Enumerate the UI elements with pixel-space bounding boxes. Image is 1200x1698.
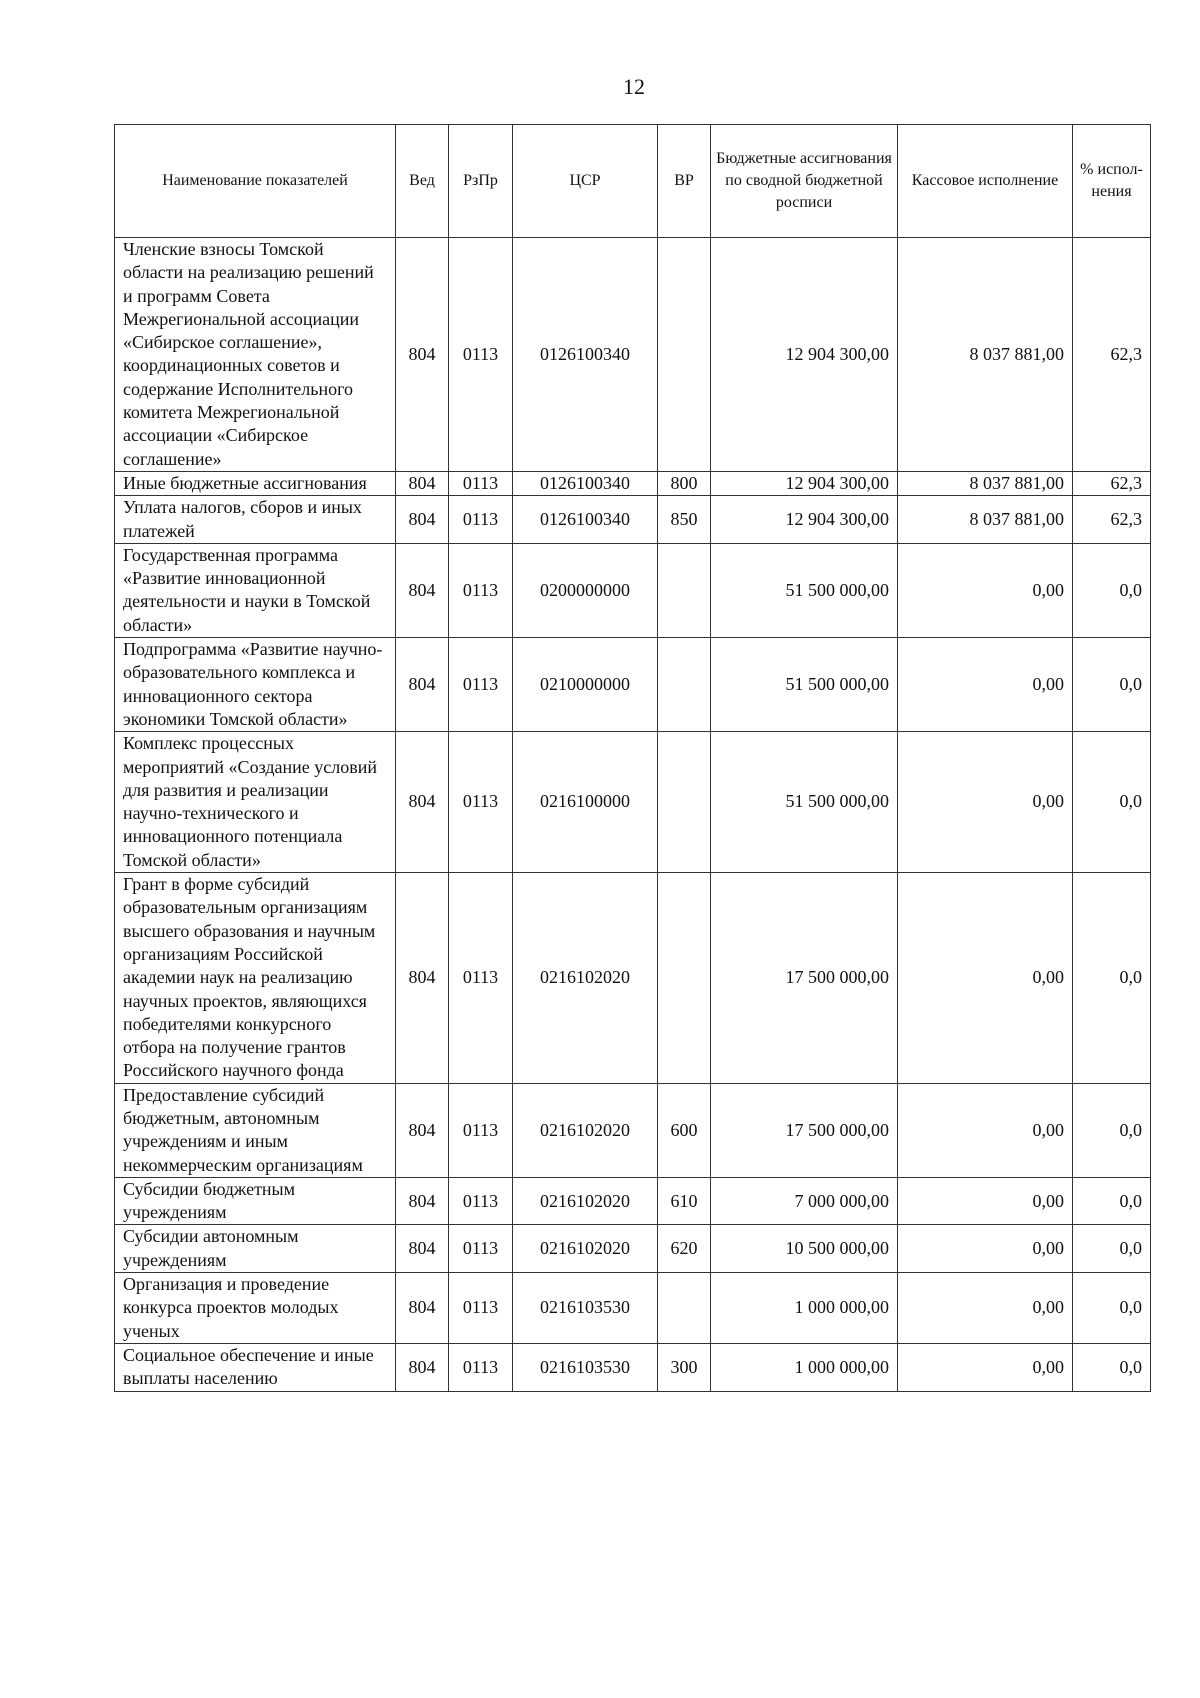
row-cash: 8 037 881,00 [898,496,1073,544]
row-percent: 0,0 [1073,1273,1151,1344]
row-budget: 17 500 000,00 [711,873,898,1084]
row-csr: 0216103530 [513,1273,658,1344]
table-row [115,1083,1151,1177]
table-row [115,1343,1151,1391]
row-rzpr: 0113 [449,638,513,732]
row-ved: 804 [396,543,449,637]
row-ved: 804 [396,1273,449,1344]
table-row [115,873,1151,1084]
row-csr: 0126100340 [513,496,658,544]
table-row [115,471,1151,495]
row-percent: 0,0 [1073,1083,1151,1177]
row-budget: 12 904 300,00 [711,238,898,472]
row-percent: 0,0 [1073,1343,1151,1391]
row-cash: 0,00 [898,543,1073,637]
row-budget: 51 500 000,00 [711,543,898,637]
row-cash: 0,00 [898,1177,1073,1225]
row-budget: 12 904 300,00 [711,471,898,495]
header-cash: Кассовое исполнение [898,125,1073,238]
row-vr: 600 [658,1083,711,1177]
row-ved: 804 [396,1177,449,1225]
row-vr [658,1273,711,1344]
header-budget: Бюджетные ассигнования по сводной бюджетной росписи [711,125,898,238]
row-ved: 804 [396,638,449,732]
row-percent: 0,0 [1073,732,1151,873]
row-rzpr: 0113 [449,873,513,1084]
row-vr [658,732,711,873]
row-vr [658,238,711,472]
row-cash: 0,00 [898,1225,1073,1273]
row-rzpr: 0113 [449,1083,513,1177]
header-name: Наименование показателей [115,125,396,238]
row-name: Социальное обеспечение и иные выплаты населению [115,1343,396,1391]
table-row [115,638,1151,732]
row-rzpr: 0113 [449,1273,513,1344]
row-cash: 0,00 [898,732,1073,873]
row-ved: 804 [396,1343,449,1391]
row-csr: 0216102020 [513,1177,658,1225]
table-row [115,1225,1151,1273]
row-rzpr: 0113 [449,1343,513,1391]
row-budget: 1 000 000,00 [711,1343,898,1391]
row-csr: 0210000000 [513,638,658,732]
row-vr: 300 [658,1343,711,1391]
row-name: Государственная программа «Развитие инновационной деятельности и науки в Томской области» [115,543,396,637]
row-name: Предоставление субсидий бюджетным, автономным учреждениям и иным некоммерческим организациям [115,1083,396,1177]
row-ved: 804 [396,732,449,873]
row-budget: 1 000 000,00 [711,1273,898,1344]
row-name: Подпрограмма «Развитие научно-образовательного комплекса и инновационного сектора экономики Томской области» [115,638,396,732]
row-ved: 804 [396,471,449,495]
row-rzpr: 0113 [449,732,513,873]
row-budget: 10 500 000,00 [711,1225,898,1273]
row-budget: 7 000 000,00 [711,1177,898,1225]
row-budget: 12 904 300,00 [711,496,898,544]
row-cash: 8 037 881,00 [898,471,1073,495]
row-cash: 0,00 [898,1343,1073,1391]
row-csr: 0216103530 [513,1343,658,1391]
row-percent: 62,3 [1073,471,1151,495]
row-rzpr: 0113 [449,471,513,495]
table-row [115,1273,1151,1344]
row-vr: 610 [658,1177,711,1225]
row-cash: 0,00 [898,873,1073,1084]
row-percent: 62,3 [1073,238,1151,472]
row-ved: 804 [396,873,449,1084]
row-percent: 0,0 [1073,873,1151,1084]
table-row [115,732,1151,873]
row-name: Грант в форме субсидий образовательным организациям высшего образования и научным организациям Российской академии наук на реализацию научных проектов, являющихся победителями конкурсного отбора на получение грантов Российского научного фонда [115,873,396,1084]
table-row [115,496,1151,544]
table-header-row [115,125,1151,238]
row-ved: 804 [396,238,449,472]
table-row [115,543,1151,637]
row-cash: 0,00 [898,1273,1073,1344]
row-name: Иные бюджетные ассигнования [115,471,396,495]
row-vr [658,543,711,637]
row-csr: 0216102020 [513,1083,658,1177]
row-percent: 0,0 [1073,638,1151,732]
header-ved: Вед [396,125,449,238]
header-vr: ВР [658,125,711,238]
row-rzpr: 0113 [449,1177,513,1225]
row-name: Уплата налогов, сборов и иных платежей [115,496,396,544]
row-rzpr: 0113 [449,1225,513,1273]
row-ved: 804 [396,496,449,544]
header-csr: ЦСР [513,125,658,238]
row-vr: 620 [658,1225,711,1273]
row-rzpr: 0113 [449,238,513,472]
row-csr: 0216100000 [513,732,658,873]
row-csr: 0216102020 [513,1225,658,1273]
row-percent: 0,0 [1073,1177,1151,1225]
row-rzpr: 0113 [449,543,513,637]
table-row [115,238,1151,472]
row-csr: 0126100340 [513,238,658,472]
row-budget: 51 500 000,00 [711,732,898,873]
row-percent: 62,3 [1073,496,1151,544]
row-cash: 8 037 881,00 [898,238,1073,472]
row-rzpr: 0113 [449,496,513,544]
row-vr: 800 [658,471,711,495]
row-name: Субсидии бюджетным учреждениям [115,1177,396,1225]
row-percent: 0,0 [1073,543,1151,637]
row-ved: 804 [396,1083,449,1177]
row-budget: 51 500 000,00 [711,638,898,732]
header-rzpr: РзПр [449,125,513,238]
row-percent: 0,0 [1073,1225,1151,1273]
row-cash: 0,00 [898,638,1073,732]
row-ved: 804 [396,1225,449,1273]
row-csr: 0200000000 [513,543,658,637]
row-name: Членские взносы Томской области на реализацию решений и программ Совета Межрегиональной ассоциации «Сибирское соглашение», координационных советов и содержание Исполнительного комитета Межрегиональной ассоциации «Сибирское соглашение» [115,238,396,472]
budget-execution-table [114,124,1151,1392]
row-name: Комплекс процессных мероприятий «Создание условий для развития и реализации научно-технического и инновационного потенциала Томской области» [115,732,396,873]
row-cash: 0,00 [898,1083,1073,1177]
table-row [115,1177,1151,1225]
row-vr [658,873,711,1084]
row-vr: 850 [658,496,711,544]
row-budget: 17 500 000,00 [711,1083,898,1177]
page-number: 12 [623,74,645,99]
row-csr: 0126100340 [513,471,658,495]
row-name: Субсидии автономным учреждениям [115,1225,396,1273]
header-percent: % испол-нения [1073,125,1151,238]
row-name: Организация и проведение конкурса проектов молодых ученых [115,1273,396,1344]
row-csr: 0216102020 [513,873,658,1084]
row-vr [658,638,711,732]
